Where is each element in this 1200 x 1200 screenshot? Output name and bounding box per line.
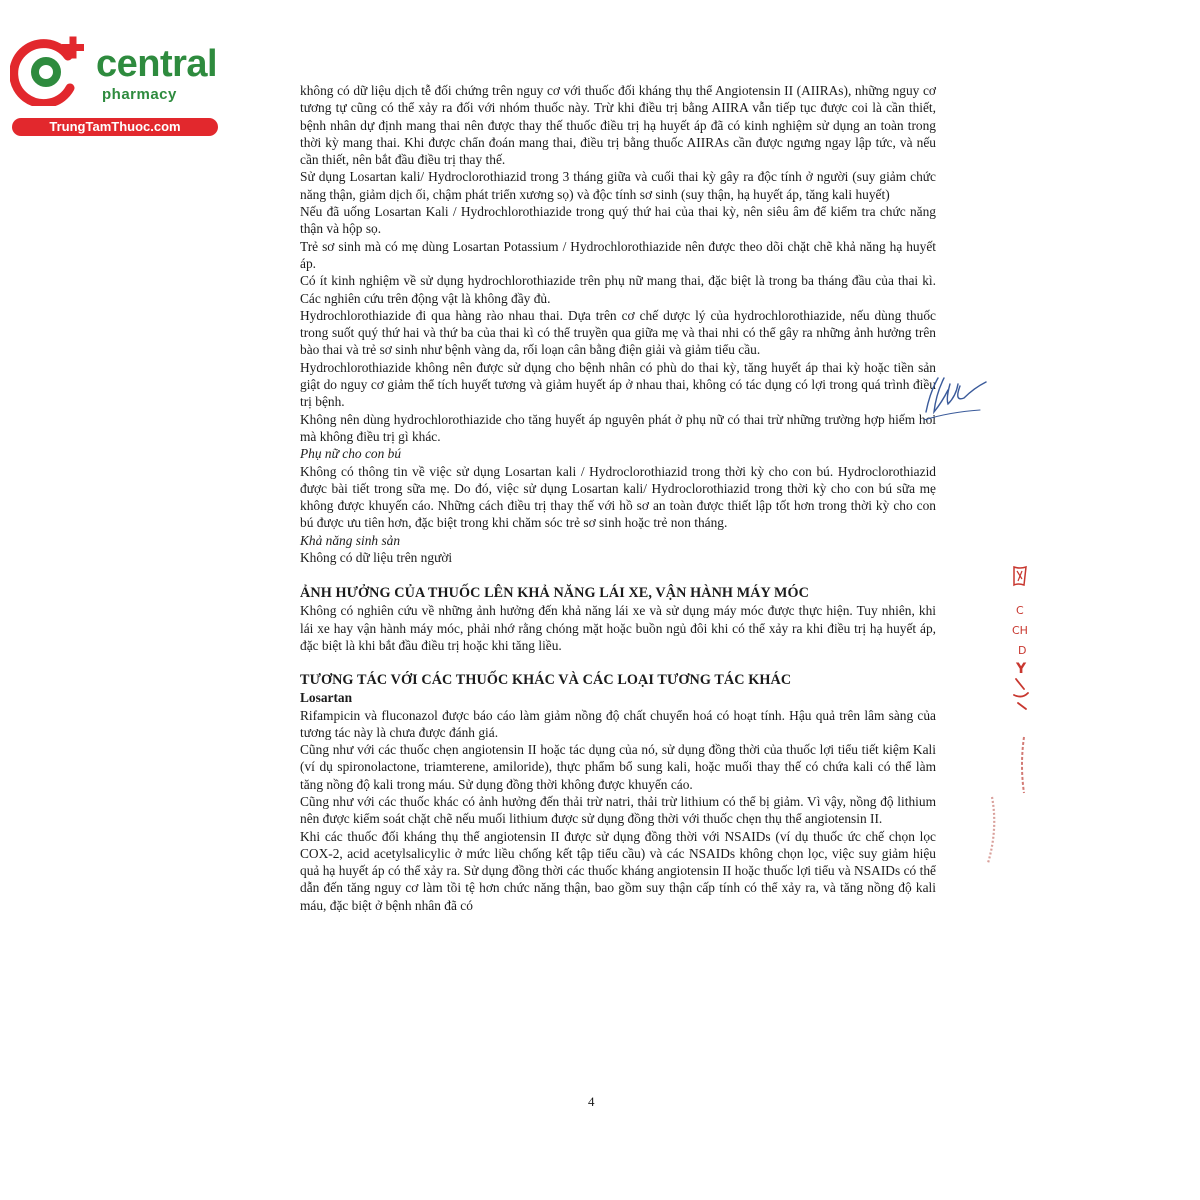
stamp-edge-icon [962,795,1002,865]
stamp-seal-icon [1010,565,1032,587]
subheading-fertility: Khả năng sinh sản [300,532,401,548]
subheading-losartan: Losartan [300,690,353,706]
paragraph: Cũng như với các thuốc chẹn angiotensin II hoặc tác dụng của nó, sử dụng đồng thời của thuốc lợi tiểu tiết kiệm Kali (ví dụ spironolactone, triamterene, amiloride), thực phẩm bổ sung kali, hoặc muối thay thế có chứa kali có thể làm tăng nồng độ kali trong máu. Sử dụng đồng thời không được khuyến cáo. [300,742,936,792]
paragraph: Rifampicin và fluconazol được báo cáo làm giảm nồng độ chất chuyển hoá có hoạt tính. Hậu quả trên lâm sàng của tương tác này là chưa được đánh giá. [300,707,936,740]
stamp-edge-icon [1016,735,1028,795]
paragraph: Sử dụng Losartan kali/ Hydroclorothiazid trong 3 tháng giữa và cuối thai kỳ gây ra độc tính ở người (suy giảm chức năng thận, giảm dịch ối, chậm phát triển xương sọ) và độc tính sơ sinh (suy thận, hạ huyết áp, tăng kali huyết) [300,169,936,202]
spacer [300,566,936,584]
logo-url-badge: TrungTamThuoc.com [12,118,218,136]
paragraph: Hydrochlorothiazide không nên được sử dụng cho bệnh nhân có phù do thai kỳ, tăng huyết áp thai kỳ hoặc tiền sản giật do nguy cơ giảm thể tích huyết tương và giảm huyết áp ở nhau thai, không có tác dụng có lợi trong quá trình điều trị bệnh. [300,359,936,410]
paragraph: Hydrochlorothiazide đi qua hàng rào nhau thai. Dựa trên cơ chế dược lý của hydrochlorothiazide, nếu dùng thuốc trong suốt quý thứ hai và thứ ba của thai kì có thể truyền qua giữa mẹ và thai nhi có thể gây ra những ảnh hưởng trên bào thai và trẻ sơ sinh như bệnh vàng da, rối loạn cân bằng điện giải và giảm tiểu cầu. [300,307,936,358]
stamp-char: D [1018,644,1027,657]
stamp-stroke-icon [1010,677,1034,711]
paragraph: Không có nghiên cứu về những ảnh hưởng đến khả năng lái xe và sử dụng máy móc được thực hiện. Tuy nhiên, khi lái xe hay vận hành máy móc, phải nhớ rằng chóng mặt hoặc buồn ngủ đôi khi có thể xảy ra khi điều trị hạ huyết áp, đặc biệt là khi bắt đầu điều trị hoặc khi tăng liều. [300,603,936,653]
stamp-char: Y [1016,661,1027,677]
subheading-breastfeeding: Phụ nữ cho con bú [300,446,402,462]
paragraph: Khi các thuốc đối kháng thụ thể angiotensin II được sử dụng đồng thời với NSAIDs (ví dụ thuốc ức chế chọn lọc COX-2, acid acetylsalicylic ở mức liều chống kết tập tiểu cầu) và các NSAIDs không chọn lọc, việc suy giảm hiệu quả hạ huyết áp có thể xảy ra. Sử dụng đồng thời các thuốc kháng angiotensin II hoặc thuốc lợi tiểu và NSAIDs có thể dẫn đến tăng nguy cơ làm tồi tệ hơn chức năng thận, bao gồm suy thận cấp tính có thể xảy ra, và tăng nồng độ kali máu, đặc biệt ở bệnh nhân đã có [300,828,936,913]
paragraph: Không có thông tin về việc sử dụng Losartan kali / Hydroclorothiazid trong thời kỳ cho con bú. Hydroclorothiazid được bài tiết trong sữa mẹ. Do đó, việc sử dụng Losartan kali/ Hydroclorothiazid trong thời kỳ cho con bú sữa mẹ không được khuyến cáo. Những cách điều trị thay thế với hồ sơ an toàn được thiết lập tốt hơn trong thời kỳ cho con bú được ưu tiên hơn, đặc biệt trong khi chăm sóc trẻ sơ sinh hoặc trẻ non tháng. [300,463,936,531]
paragraph: Không nên dùng hydrochlorothiazide cho tăng huyết áp nguyên phát ở phụ nữ có thai trừ những trường hợp hiếm hoi mà không điều trị gì khác. [300,411,936,444]
pharmacy-logo [10,36,218,136]
paragraph: Có ít kinh nghiệm về sử dụng hydrochlorothiazide trên phụ nữ mang thai, đặc biệt là trong ba tháng đầu của thai kì. Các nghiên cứu trên động vật là không đầy đủ. [300,273,936,306]
signature-mark-icon [920,372,1000,424]
stamp-char: C [1016,604,1024,617]
document-body [300,82,936,914]
spacer [300,654,936,671]
paragraph: không có dữ liệu dịch tễ đối chứng trên nguy cơ với thuốc đối kháng thụ thể Angiotensin II (AIIRAs), những nguy cơ tương tự cũng có thể xảy ra đối với nhóm thuốc này. Trừ khi điều trị bằng AIIRA vẫn tiếp tục được coi là cần thiết, bệnh nhân dự định mang thai nên được thay thế thuốc điều trị hạ huyết áp đã có kinh nghiệm sử dụng an toàn trong thời kỳ mang thai. Khi được chẩn đoán mang thai, điều trị bằng thuốc AIIRAs cần được ngưng ngay lập tức, và nếu cần thiết, nên bắt đầu điều trị thay thế. [300,83,936,168]
logo-subtitle: pharmacy [102,86,177,103]
red-stamp [1002,565,1042,865]
heading-driving: ẢNH HƯỞNG CỦA THUỐC LÊN KHẢ NĂNG LÁI XE, VẬN HÀNH MÁY MÓC [300,585,809,602]
paragraph: Trẻ sơ sinh mà có mẹ dùng Losartan Potassium / Hydrochlorothiazide nên được theo dõi chặt chẽ khả năng hạ huyết áp. [300,238,936,271]
page-number: 4 [588,1094,595,1109]
central-pharmacy-logo-icon [10,36,90,106]
paragraph: Cũng như với các thuốc khác có ảnh hưởng đến thải trừ natri, thải trừ lithium có thể bị giảm. Vì vậy, nồng độ lithium nên được kiểm soát chặt chẽ nếu muối lithium được sử dụng đồng thời với thuốc chẹn thụ thể angiotensin II. [300,793,936,827]
heading-interactions: TƯƠNG TÁC VỚI CÁC THUỐC KHÁC VÀ CÁC LOẠI TƯƠNG TÁC KHÁC [300,672,792,689]
logo-brand: central [96,43,218,85]
stamp-char: CH [1012,624,1028,637]
paragraph: Nếu đã uống Losartan Kali / Hydrochlorothiazide trong quý thứ hai của thai kỳ, nên siêu âm để kiểm tra chức năng thận và hộp sọ. [300,204,936,237]
paragraph: Không có dữ liệu trên người [300,550,453,566]
